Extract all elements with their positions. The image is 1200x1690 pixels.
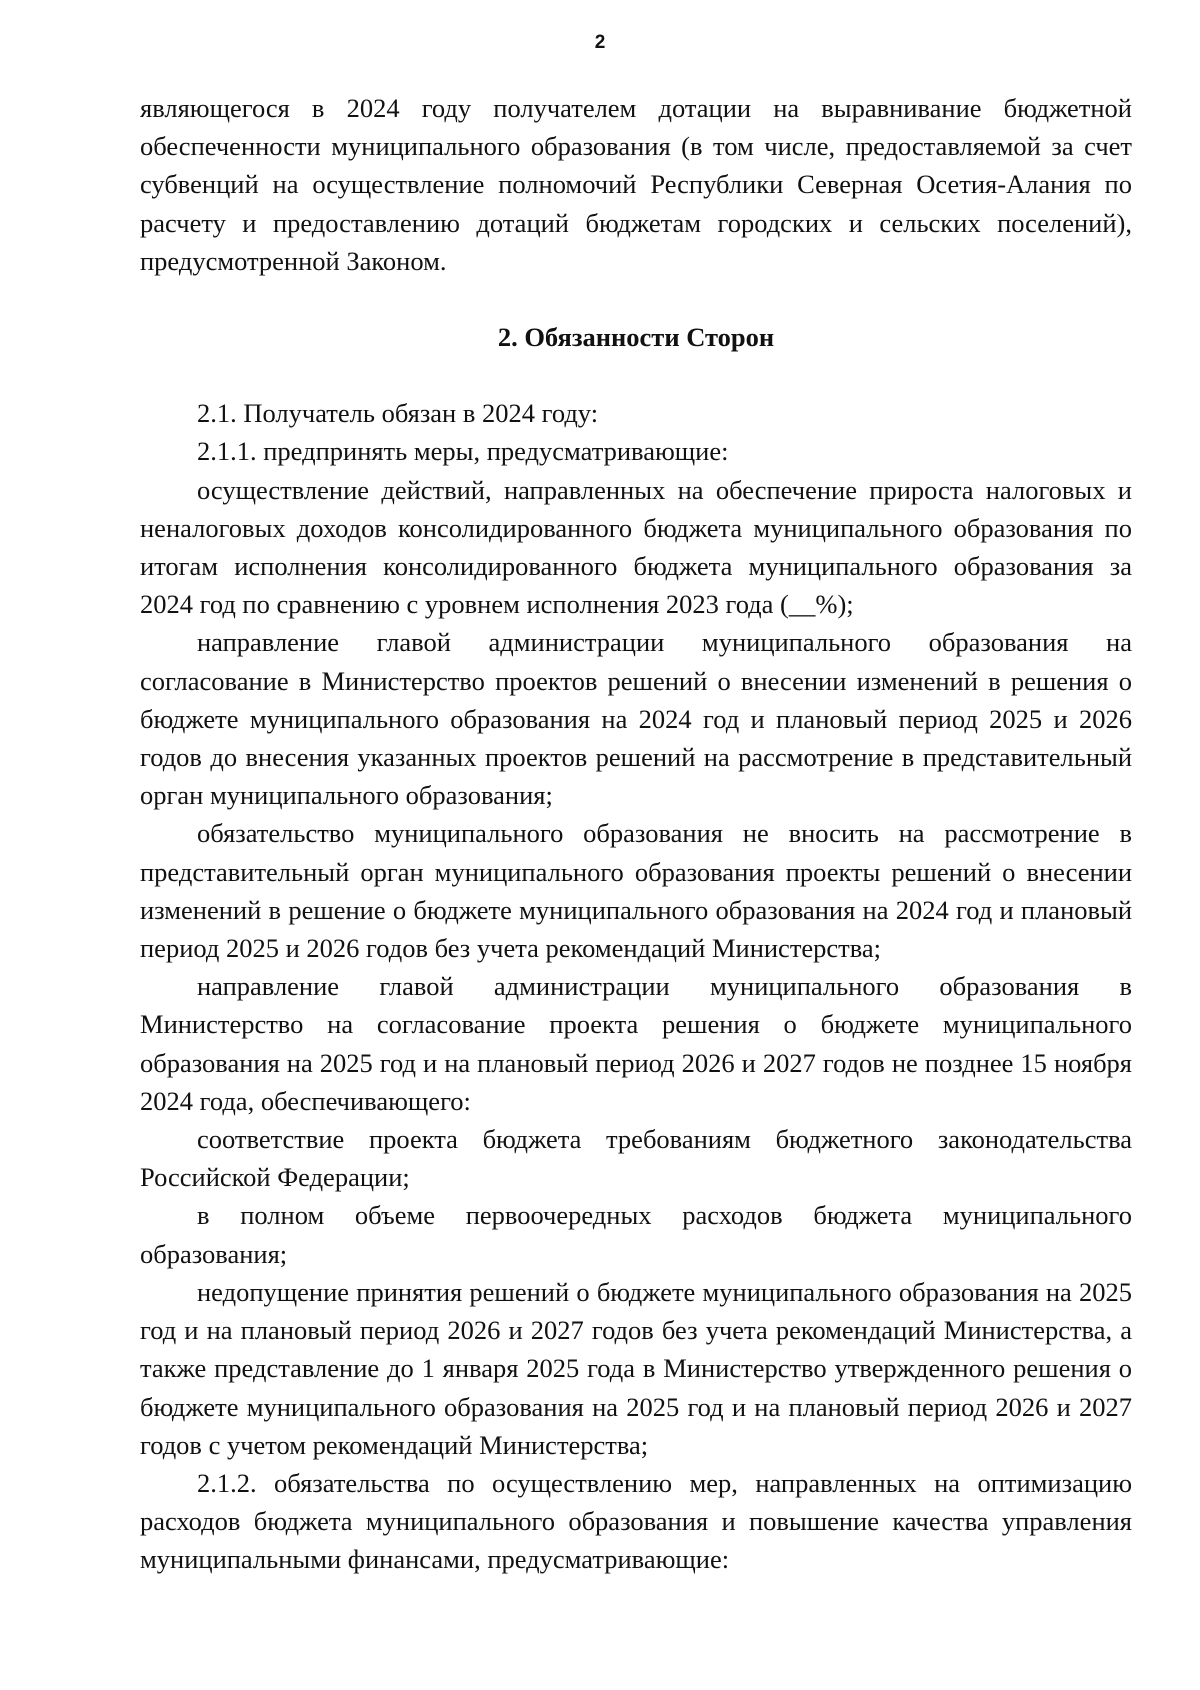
paragraph-non-admission: недопущение принятия решений о бюджете муниципального образования на 2025 год и на плановый период 2026 и 2027 годов без учета рекомендаций Министерства, а также представление до 1 января 2025 года в Министерство утвержденного решения о бюджете муниципального образования на 2025 год и на плановый период 2026 и 2027 годов с учетом рекомендаций Министерства; [140, 1276, 1132, 1460]
paragraph-revenue-growth: осуществление действий, направленных на обеспечение прироста налоговых и неналоговых доходов консолидированного бюджета муниципального образования по итогам исполнения консолидированного бюджета муниципального образования за 2024 год по сравнению с уровнем исполнения 2023 года (__%); [140, 474, 1132, 620]
page-number: 2 [594, 32, 606, 53]
document-body [140, 89, 1132, 1579]
paragraph-priority-expenses: в полном объеме первоочередных расходов бюджета муниципального образования; [140, 1200, 1132, 1269]
paragraph-draft-decisions: направление главой администрации муниципального образования на согласование в Министерство проектов решений о внесении изменений в решения о бюджете муниципального образования на 2024 год и плановый период 2025 и 2026 годов до внесения указанных проектов решений на рассмотрение в представительный орган муниципального образования; [140, 627, 1132, 811]
clause-2-1-2: 2.1.2. обязательства по осуществлению мер, направленных на оптимизацию расходов бюджета муниципального образования и повышение качества управления муниципальными финансами, предусматривающие: [140, 1467, 1132, 1575]
paragraph-continuation: являющегося в 2024 году получателем дотации на выравнивание бюджетной обеспеченности муниципального образования (в том числе, предоставляемой за счет субвенций на осуществление полномочий Республики Северная Осетия-Алания по расчету и предоставлению дотаций бюджетам городских и сельских поселений), предусмотренной Законом. [140, 93, 1132, 276]
clause-2-1: 2.1. Получатель обязан в 2024 году: [197, 398, 599, 429]
paragraph-compliance: соответствие проекта бюджета требованиям бюджетного законодательства Российской Федерации; [140, 1124, 1132, 1193]
paragraph-budget-submission: направление главой администрации муниципального образования в Министерство на согласование проекта решения о бюджете муниципального образования на 2025 год и на плановый период 2026 и 2027 годов не позднее 15 ноября 2024 года, обеспечивающего: [140, 971, 1132, 1116]
section-heading: 2. Обязанности Сторон [497, 322, 775, 353]
clause-2-1-1: 2.1.1. предпринять меры, предусматривающие: [197, 436, 729, 467]
paragraph-obligation: обязательство муниципального образования не вносить на рассмотрение в представительный орган муниципального образования проекты решений о внесении изменений в решение о бюджете муниципального образования на 2024 год и плановый период 2025 и 2026 годов без учета рекомендаций Министерства; [140, 818, 1132, 964]
